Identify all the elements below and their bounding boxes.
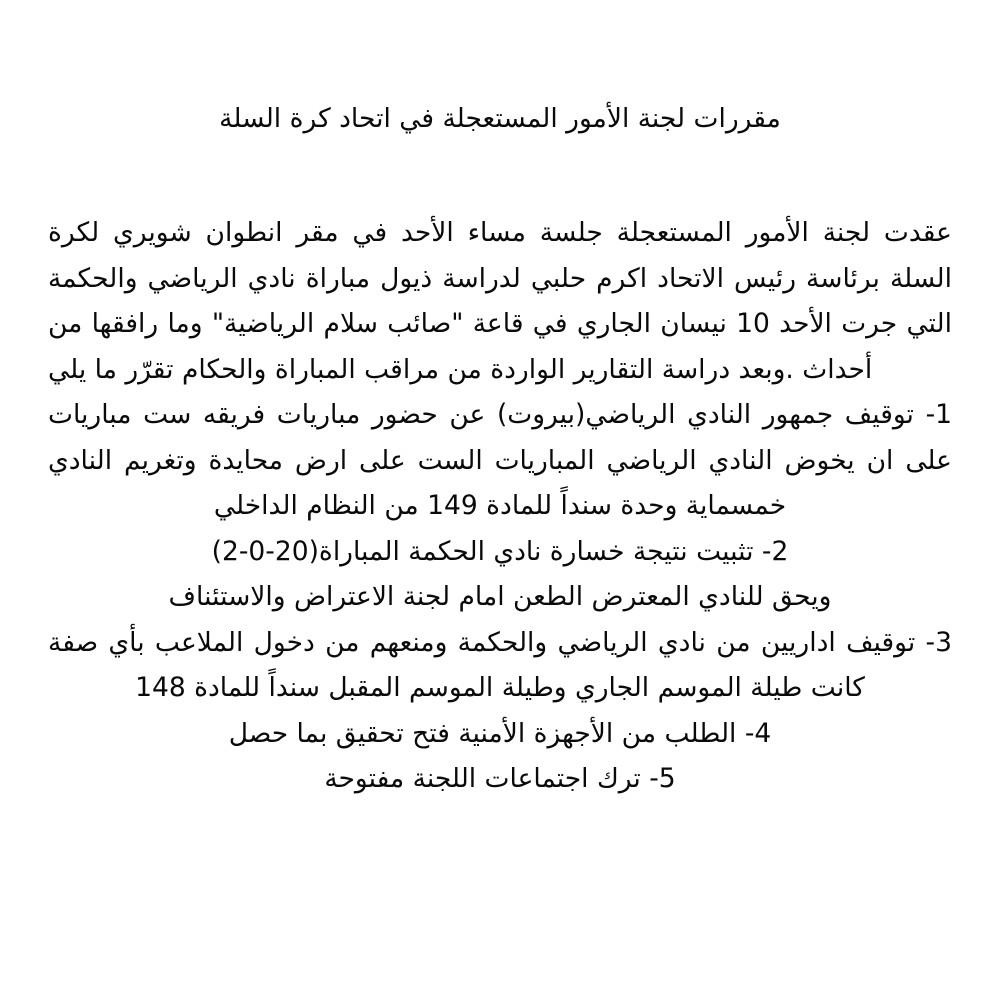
decision-2-number: 2- bbox=[761, 535, 789, 567]
decision-item-5 bbox=[48, 756, 952, 802]
decision-2-note: ويحق للنادي المعترض الطعن امام لجنة الاعتراض والاستئناف bbox=[168, 581, 832, 612]
decision-item-4 bbox=[48, 711, 952, 757]
decision-item-2 bbox=[48, 529, 952, 575]
page-title: مقررات لجنة الأمور المستعجلة في اتحاد كرة السلة bbox=[219, 103, 781, 134]
decision-5-text: ترك اجتماعات اللجنة مفتوحة bbox=[324, 763, 641, 794]
decision-1-number: 1- bbox=[925, 399, 952, 430]
decision-3-text: توقيف اداريين من نادي الرياضي والحكمة ومنعهم من دخول الملاعب بأي صفة كانت طيلة الموسم الجاري وطيلة الموسم المقبل سنداً للمادة 148 bbox=[48, 626, 916, 703]
decision-1-text: توقيف جمهور النادي الرياضي(بيروت) عن حضور مباريات فريقه ست مباريات على ان يخوض النادي الرياضي المباريات الست على ارض محايدة وتغريم النادي خمسماية وحدة سنداً للمادة 149 من النظام الداخلي bbox=[48, 399, 952, 521]
decision-item-1 bbox=[48, 392, 952, 529]
decision-4-text: الطلب من الأجهزة الأمنية فتح تحقيق بما حصل bbox=[228, 717, 737, 749]
decision-item-3 bbox=[48, 620, 952, 711]
decision-3-number: 3- bbox=[925, 626, 952, 658]
document-body bbox=[48, 96, 952, 802]
decision-5-number: 5- bbox=[649, 763, 676, 794]
intro-paragraph: عقدت لجنة الأمور المستعجلة جلسة مساء الأحد في مقر انطوان شويري لكرة السلة برئاسة رئيس الاتحاد اكرم حلبي لدراسة ذيول مباراة نادي الرياضي والحكمة التي جرت الأحد 10 نيسان الجاري في قاعة "صائب سلام الرياضية" وما رافقها من أحداث .وبعد دراسة التقارير الواردة من مراقب المباراة والحكام تقرّر ما يلي bbox=[48, 217, 952, 385]
title-spacer bbox=[48, 142, 952, 210]
decision-2-text: تثبيت نتيجة خسارة نادي الحكمة المباراة(20-0-2) bbox=[211, 535, 754, 567]
decision-4-number: 4- bbox=[744, 717, 772, 749]
